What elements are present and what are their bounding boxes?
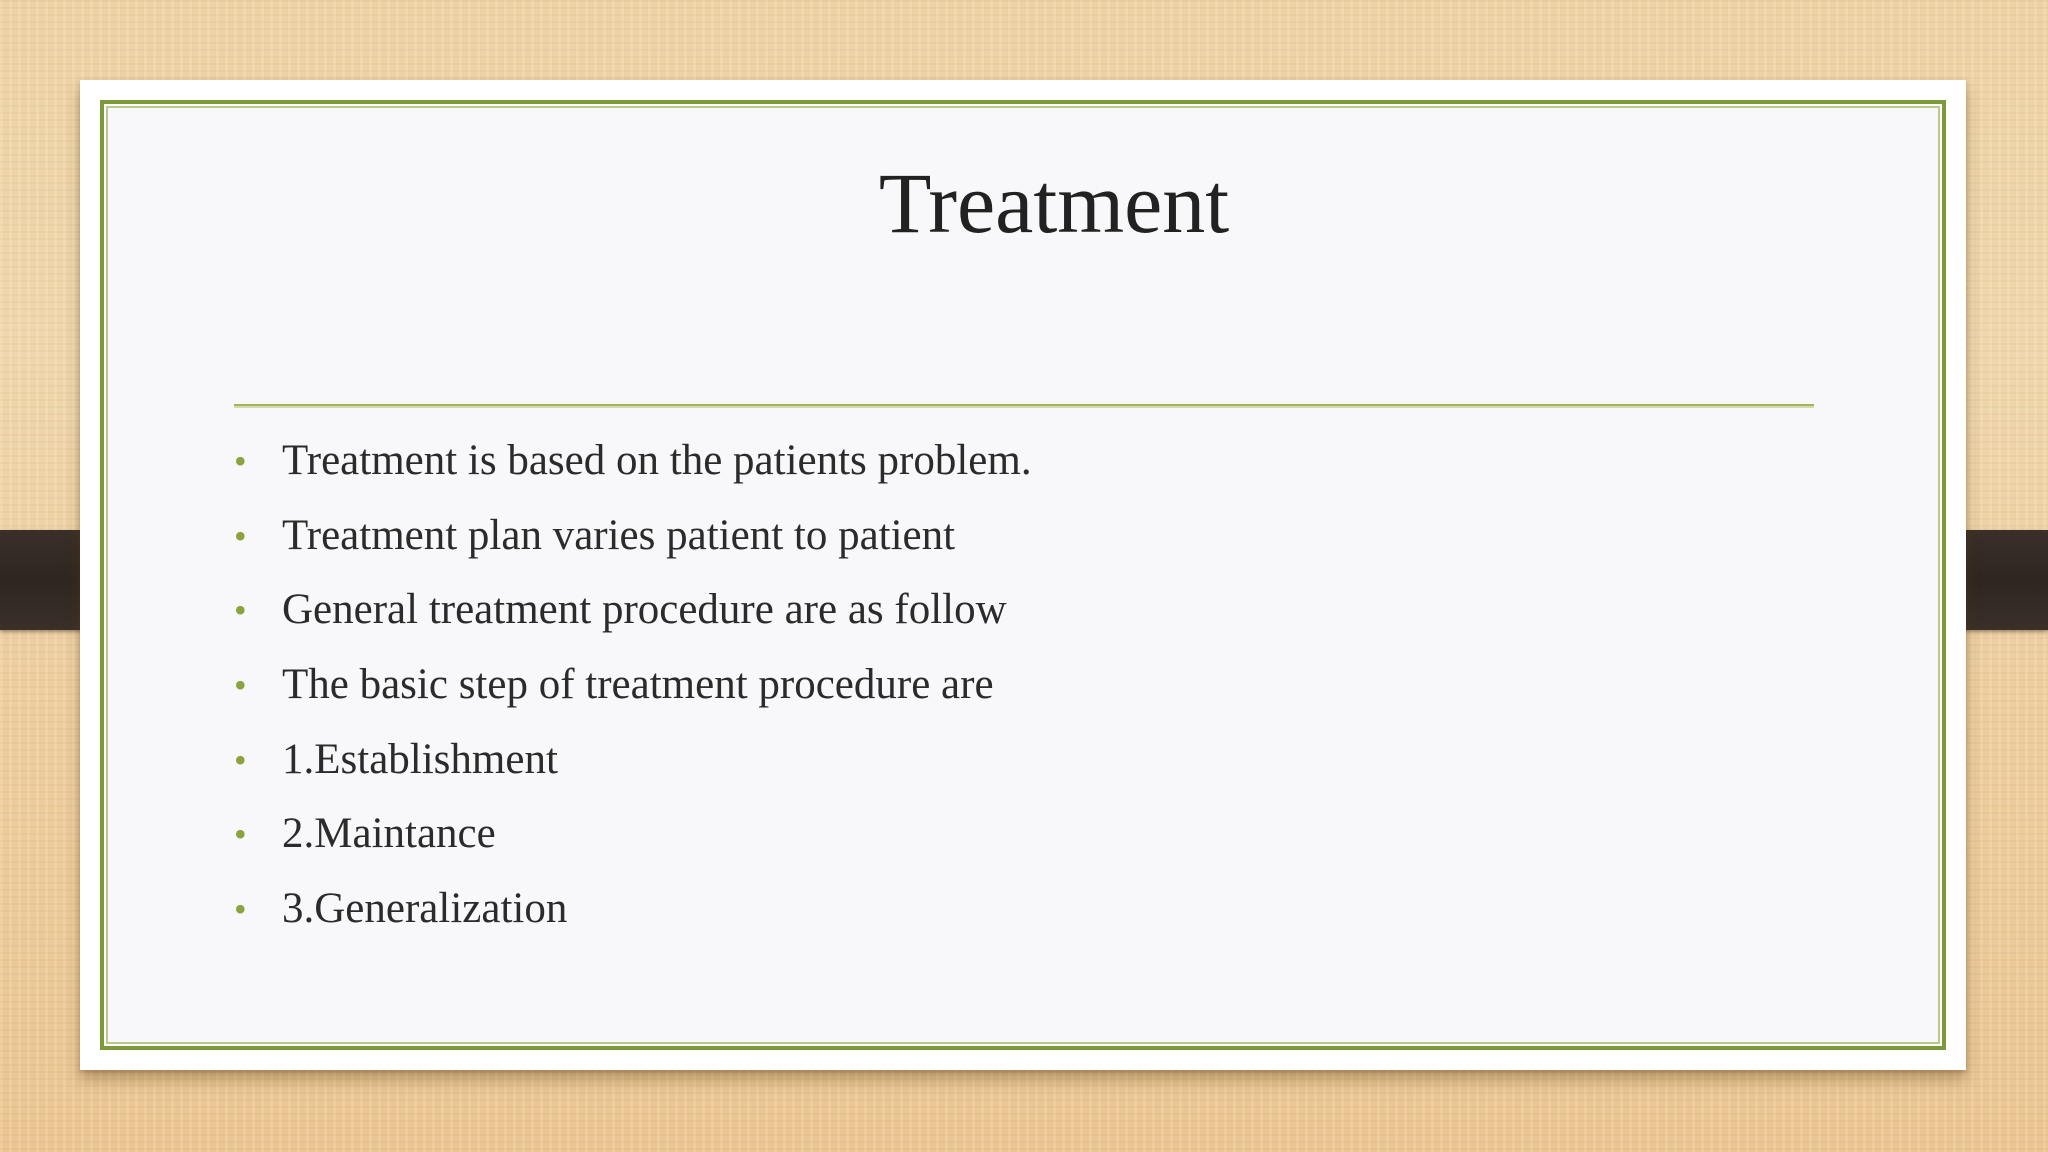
bullet-dot-icon: • bbox=[234, 889, 247, 930]
bullet-item-2 bbox=[234, 505, 1032, 580]
bullet-item-7 bbox=[234, 878, 1032, 953]
bullet-text-3: General treatment procedure are as follow bbox=[282, 586, 1007, 634]
bullet-item-5 bbox=[234, 729, 1032, 804]
bullet-dot-icon: • bbox=[234, 515, 247, 556]
bullet-dot-icon: • bbox=[234, 739, 247, 780]
bullet-item-4 bbox=[234, 654, 1032, 729]
bullet-item-6 bbox=[234, 803, 1032, 878]
title-divider bbox=[234, 404, 1814, 406]
bullet-item-3 bbox=[234, 579, 1032, 654]
bullet-text-2: Treatment plan varies patient to patient bbox=[282, 511, 956, 559]
bullet-list bbox=[234, 430, 1032, 953]
bullet-text-1: Treatment is based on the patients problem. bbox=[282, 437, 1032, 484]
bullet-dot-icon: • bbox=[234, 590, 247, 631]
bullet-dot-icon: • bbox=[234, 665, 247, 706]
bullet-text-5: 1.Establishment bbox=[282, 735, 558, 783]
slide-title: Treatment bbox=[878, 155, 1230, 251]
bullet-text-7: 3.Generalization bbox=[282, 885, 568, 933]
bullet-item-1 bbox=[234, 430, 1032, 505]
bullet-text-4: The basic step of treatment procedure are bbox=[282, 661, 994, 709]
bullet-text-6: 2.Maintance bbox=[282, 810, 496, 858]
bullet-dot-icon: • bbox=[234, 441, 247, 481]
bullet-dot-icon: • bbox=[234, 814, 247, 855]
